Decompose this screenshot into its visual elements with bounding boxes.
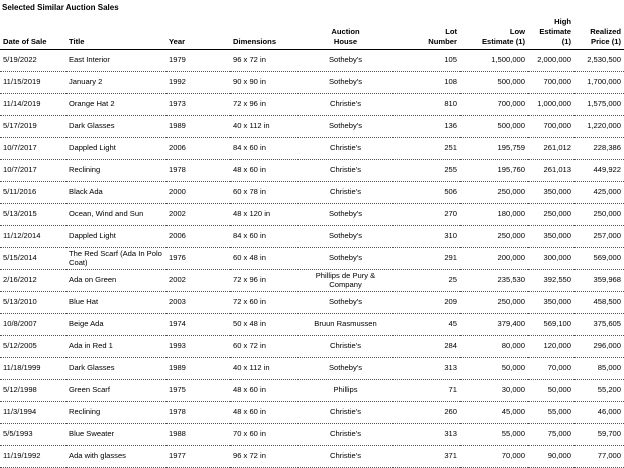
auction-house-cell: Christie's <box>298 138 393 160</box>
auction-house-cell: Christie's <box>298 336 393 358</box>
dimensions-cell: 72 x 96 in <box>230 270 298 292</box>
low-estimate-cell: 50,000 <box>460 358 528 380</box>
date-cell: 11/14/2019 <box>0 94 66 116</box>
table-row <box>0 292 624 314</box>
lot-number-cell: 270 <box>393 204 460 226</box>
realized-price-cell: 228,386 <box>574 138 624 160</box>
low-estimate-cell: 250,000 <box>460 226 528 248</box>
dimensions-cell: 48 x 120 in <box>230 204 298 226</box>
header-dimensions: Dimensions <box>230 16 298 50</box>
dimensions-cell: 84 x 60 in <box>230 226 298 248</box>
title-cell: Ada with glasses <box>66 446 166 468</box>
low-estimate-cell: 80,000 <box>460 336 528 358</box>
auction-house-cell: Christie's <box>298 446 393 468</box>
date-cell: 5/5/1993 <box>0 424 66 446</box>
table-row <box>0 314 624 336</box>
lot-number-cell: 371 <box>393 446 460 468</box>
lot-number-cell: 71 <box>393 380 460 402</box>
dimensions-cell: 40 x 112 in <box>230 116 298 138</box>
table-row <box>0 226 624 248</box>
auction-house-cell: Christie's <box>298 160 393 182</box>
title-cell: Beige Ada <box>66 314 166 336</box>
title-cell: Reclining <box>66 160 166 182</box>
realized-price-cell: 375,605 <box>574 314 624 336</box>
year-cell: 1992 <box>166 72 230 94</box>
header-year: Year <box>166 16 230 50</box>
lot-number-cell: 45 <box>393 314 460 336</box>
realized-price-cell: 296,000 <box>574 336 624 358</box>
date-cell: 2/16/2012 <box>0 270 66 292</box>
dimensions-cell: 84 x 60 in <box>230 138 298 160</box>
title-cell: Ocean, Wind and Sun <box>66 204 166 226</box>
dimensions-cell: 72 x 60 in <box>230 292 298 314</box>
table-row <box>0 446 624 468</box>
realized-price-cell: 569,000 <box>574 248 624 270</box>
high-estimate-cell: 1,000,000 <box>528 94 574 116</box>
low-estimate-cell: 250,000 <box>460 182 528 204</box>
year-cell: 1976 <box>166 248 230 270</box>
year-cell: 2000 <box>166 182 230 204</box>
table-row <box>0 270 624 292</box>
dimensions-cell: 96 x 72 in <box>230 446 298 468</box>
year-cell: 1979 <box>166 50 230 72</box>
realized-price-cell: 59,700 <box>574 424 624 446</box>
header-row <box>0 16 624 50</box>
realized-price-cell: 46,000 <box>574 402 624 424</box>
table-row <box>0 358 624 380</box>
realized-price-cell: 2,530,500 <box>574 50 624 72</box>
table-row <box>0 160 624 182</box>
low-estimate-cell: 250,000 <box>460 292 528 314</box>
high-estimate-cell: 261,013 <box>528 160 574 182</box>
title-cell: Dark Glasses <box>66 358 166 380</box>
lot-number-cell: 25 <box>393 270 460 292</box>
high-estimate-cell: 350,000 <box>528 292 574 314</box>
title-cell: Black Ada <box>66 182 166 204</box>
low-estimate-cell: 45,000 <box>460 402 528 424</box>
year-cell: 2002 <box>166 204 230 226</box>
header-realized-price: Realized Price (1) <box>574 16 624 50</box>
dimensions-cell: 70 x 60 in <box>230 424 298 446</box>
year-cell: 2003 <box>166 292 230 314</box>
low-estimate-cell: 70,000 <box>460 446 528 468</box>
table-row <box>0 94 624 116</box>
dimensions-cell: 60 x 72 in <box>230 336 298 358</box>
year-cell: 1974 <box>166 314 230 336</box>
header-low-estimate: Low Estimate (1) <box>460 16 528 50</box>
auction-sales-table <box>0 16 624 468</box>
date-cell: 5/12/2005 <box>0 336 66 358</box>
year-cell: 1975 <box>166 380 230 402</box>
dimensions-cell: 40 x 112 in <box>230 358 298 380</box>
high-estimate-cell: 700,000 <box>528 116 574 138</box>
date-cell: 11/3/1994 <box>0 402 66 424</box>
high-estimate-cell: 392,550 <box>528 270 574 292</box>
low-estimate-cell: 1,500,000 <box>460 50 528 72</box>
table-row <box>0 72 624 94</box>
auction-house-cell: Phillips de Pury & Company <box>298 270 393 292</box>
year-cell: 1973 <box>166 94 230 116</box>
dimensions-cell: 96 x 72 in <box>230 50 298 72</box>
header-lot-number: Lot Number <box>393 16 460 50</box>
auction-house-cell: Christie's <box>298 182 393 204</box>
lot-number-cell: 810 <box>393 94 460 116</box>
title-cell: Ada in Red 1 <box>66 336 166 358</box>
lot-number-cell: 136 <box>393 116 460 138</box>
lot-number-cell: 284 <box>393 336 460 358</box>
low-estimate-cell: 55,000 <box>460 424 528 446</box>
date-cell: 5/15/2014 <box>0 248 66 270</box>
realized-price-cell: 257,000 <box>574 226 624 248</box>
high-estimate-cell: 350,000 <box>528 182 574 204</box>
table-row <box>0 424 624 446</box>
table-row <box>0 138 624 160</box>
date-cell: 11/19/1992 <box>0 446 66 468</box>
year-cell: 1977 <box>166 446 230 468</box>
realized-price-cell: 250,000 <box>574 204 624 226</box>
title-cell: Reclining <box>66 402 166 424</box>
date-cell: 5/13/2015 <box>0 204 66 226</box>
high-estimate-cell: 70,000 <box>528 358 574 380</box>
year-cell: 1993 <box>166 336 230 358</box>
auction-house-cell: Phillips <box>298 380 393 402</box>
lot-number-cell: 255 <box>393 160 460 182</box>
table-row <box>0 182 624 204</box>
date-cell: 5/17/2019 <box>0 116 66 138</box>
auction-house-cell: Sotheby's <box>298 292 393 314</box>
high-estimate-cell: 2,000,000 <box>528 50 574 72</box>
high-estimate-cell: 90,000 <box>528 446 574 468</box>
table-row <box>0 116 624 138</box>
year-cell: 2006 <box>166 226 230 248</box>
lot-number-cell: 313 <box>393 358 460 380</box>
lot-number-cell: 291 <box>393 248 460 270</box>
date-cell: 5/19/2022 <box>0 50 66 72</box>
title-cell: Dappled Light <box>66 138 166 160</box>
title-cell: Dappled Light <box>66 226 166 248</box>
title-cell: Orange Hat 2 <box>66 94 166 116</box>
table-row <box>0 204 624 226</box>
high-estimate-cell: 250,000 <box>528 204 574 226</box>
year-cell: 2006 <box>166 138 230 160</box>
high-estimate-cell: 50,000 <box>528 380 574 402</box>
lot-number-cell: 105 <box>393 50 460 72</box>
realized-price-cell: 449,922 <box>574 160 624 182</box>
auction-house-cell: Sotheby's <box>298 358 393 380</box>
dimensions-cell: 60 x 78 in <box>230 182 298 204</box>
dimensions-cell: 50 x 48 in <box>230 314 298 336</box>
dimensions-cell: 90 x 90 in <box>230 72 298 94</box>
lot-number-cell: 260 <box>393 402 460 424</box>
table-row <box>0 402 624 424</box>
realized-price-cell: 425,000 <box>574 182 624 204</box>
table-row <box>0 248 624 270</box>
year-cell: 1989 <box>166 358 230 380</box>
header-high-estimate: High Estimate (1) <box>528 16 574 50</box>
table-row <box>0 50 624 72</box>
title-cell: Blue Sweater <box>66 424 166 446</box>
year-cell: 1978 <box>166 402 230 424</box>
auction-house-cell: Sotheby's <box>298 116 393 138</box>
realized-price-cell: 458,500 <box>574 292 624 314</box>
header-date: Date of Sale <box>0 16 66 50</box>
dimensions-cell: 48 x 60 in <box>230 380 298 402</box>
high-estimate-cell: 75,000 <box>528 424 574 446</box>
table-row <box>0 336 624 358</box>
title-cell: Dark Glasses <box>66 116 166 138</box>
date-cell: 5/13/2010 <box>0 292 66 314</box>
lot-number-cell: 310 <box>393 226 460 248</box>
year-cell: 1988 <box>166 424 230 446</box>
auction-house-cell: Sotheby's <box>298 204 393 226</box>
year-cell: 1989 <box>166 116 230 138</box>
high-estimate-cell: 700,000 <box>528 72 574 94</box>
low-estimate-cell: 180,000 <box>460 204 528 226</box>
high-estimate-cell: 300,000 <box>528 248 574 270</box>
low-estimate-cell: 195,760 <box>460 160 528 182</box>
header-auction-house: Auction House <box>298 16 393 50</box>
dimensions-cell: 48 x 60 in <box>230 160 298 182</box>
title-cell: Blue Hat <box>66 292 166 314</box>
low-estimate-cell: 30,000 <box>460 380 528 402</box>
title-cell: Green Scarf <box>66 380 166 402</box>
dimensions-cell: 72 x 96 in <box>230 94 298 116</box>
auction-house-cell: Sotheby's <box>298 226 393 248</box>
high-estimate-cell: 55,000 <box>528 402 574 424</box>
date-cell: 11/18/1999 <box>0 358 66 380</box>
auction-house-cell: Sotheby's <box>298 248 393 270</box>
realized-price-cell: 85,000 <box>574 358 624 380</box>
table-row <box>0 380 624 402</box>
lot-number-cell: 251 <box>393 138 460 160</box>
date-cell: 10/7/2017 <box>0 160 66 182</box>
date-cell: 5/12/1998 <box>0 380 66 402</box>
high-estimate-cell: 120,000 <box>528 336 574 358</box>
low-estimate-cell: 235,530 <box>460 270 528 292</box>
year-cell: 2002 <box>166 270 230 292</box>
dimensions-cell: 60 x 48 in <box>230 248 298 270</box>
auction-house-cell: Christie's <box>298 424 393 446</box>
table-title: Selected Similar Auction Sales <box>2 3 119 12</box>
realized-price-cell: 1,700,000 <box>574 72 624 94</box>
title-cell: Ada on Green <box>66 270 166 292</box>
title-cell: The Red Scarf (Ada In Polo Coat) <box>66 248 166 270</box>
lot-number-cell: 506 <box>393 182 460 204</box>
low-estimate-cell: 500,000 <box>460 72 528 94</box>
low-estimate-cell: 200,000 <box>460 248 528 270</box>
header-title: Title <box>66 16 166 50</box>
auction-house-cell: Christie's <box>298 94 393 116</box>
date-cell: 10/7/2017 <box>0 138 66 160</box>
lot-number-cell: 313 <box>393 424 460 446</box>
realized-price-cell: 77,000 <box>574 446 624 468</box>
auction-house-cell: Bruun Rasmussen <box>298 314 393 336</box>
realized-price-cell: 55,200 <box>574 380 624 402</box>
low-estimate-cell: 700,000 <box>460 94 528 116</box>
lot-number-cell: 108 <box>393 72 460 94</box>
date-cell: 11/12/2014 <box>0 226 66 248</box>
title-cell: East Interior <box>66 50 166 72</box>
year-cell: 1978 <box>166 160 230 182</box>
high-estimate-cell: 350,000 <box>528 226 574 248</box>
low-estimate-cell: 500,000 <box>460 116 528 138</box>
date-cell: 5/11/2016 <box>0 182 66 204</box>
dimensions-cell: 48 x 60 in <box>230 402 298 424</box>
date-cell: 11/15/2019 <box>0 72 66 94</box>
lot-number-cell: 209 <box>393 292 460 314</box>
auction-house-cell: Christie's <box>298 402 393 424</box>
date-cell: 10/8/2007 <box>0 314 66 336</box>
low-estimate-cell: 195,759 <box>460 138 528 160</box>
realized-price-cell: 1,220,000 <box>574 116 624 138</box>
low-estimate-cell: 379,400 <box>460 314 528 336</box>
realized-price-cell: 359,968 <box>574 270 624 292</box>
auction-house-cell: Sotheby's <box>298 50 393 72</box>
high-estimate-cell: 261,012 <box>528 138 574 160</box>
high-estimate-cell: 569,100 <box>528 314 574 336</box>
title-cell: January 2 <box>66 72 166 94</box>
auction-house-cell: Sotheby's <box>298 72 393 94</box>
realized-price-cell: 1,575,000 <box>574 94 624 116</box>
